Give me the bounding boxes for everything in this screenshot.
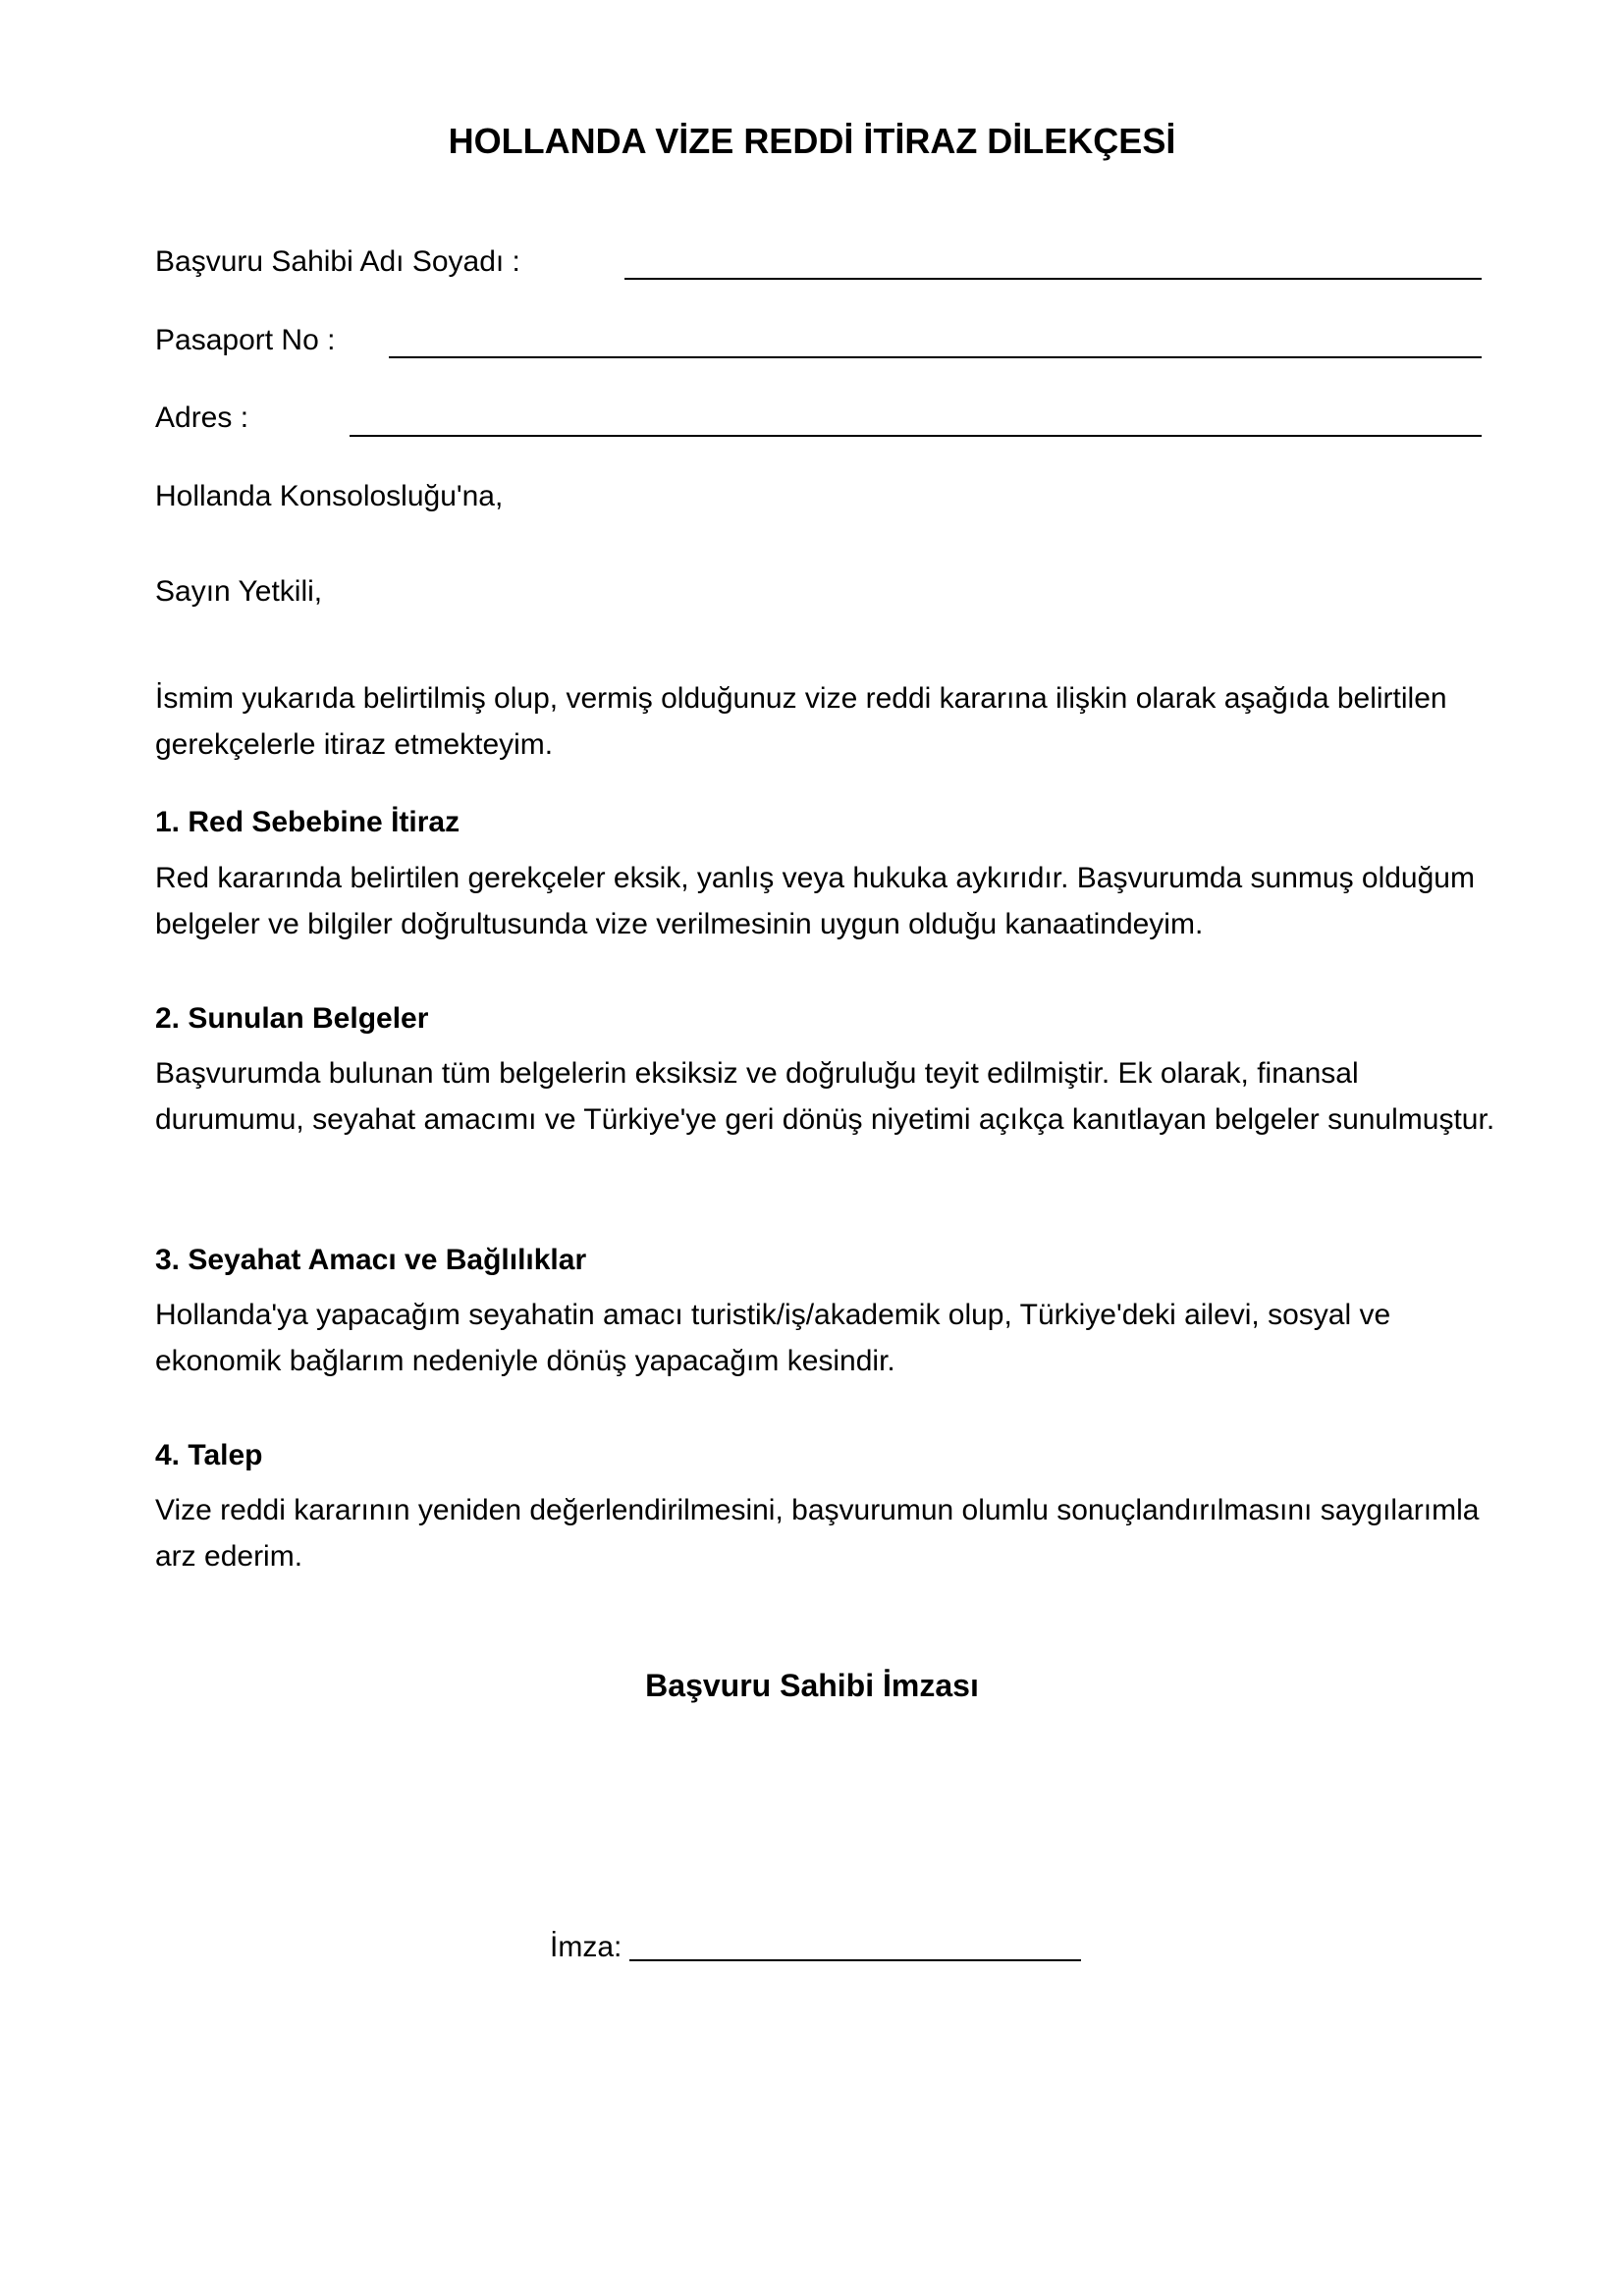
section-body-2: Başvurumda bulunan tüm belgelerin eksiksiz ve doğruluğu teyit edilmiştir. Ek olarak, finansal durumumu, seyahat amacımı ve Türkiye'ye geri dönüş niyetimi açıkça kanıtlayan belgeler sunulmuştur. (155, 1057, 1495, 1136)
salutation-line: Sayın Yetkili, (155, 575, 323, 608)
address-label: Adres : (155, 401, 249, 434)
document-title: HOLLANDA VİZE REDDİ İTİRAZ DİLEKÇESİ (448, 121, 1176, 161)
passport-label: Pasaport No : (155, 324, 336, 356)
signature-row (550, 1924, 1081, 1967)
intro-paragraph: İsmim yukarıda belirtilmiş olup, vermiş olduğunuz vize reddi kararına ilişkin olarak aşağıda belirtilen gerekçelerle itiraz etmekteyim. (155, 682, 1447, 761)
address-line[interactable] (350, 435, 1482, 437)
section-heading-3: 3. Seyahat Amacı ve Bağlılıklar (155, 1244, 587, 1276)
applicant-name-line[interactable] (624, 278, 1482, 280)
section-heading-2: 2. Sunulan Belgeler (155, 1002, 429, 1035)
applicant-name-label: Başvuru Sahibi Adı Soyadı : (155, 245, 520, 278)
signature-label: İmza: (550, 1931, 623, 1963)
section-heading-1: 1. Red Sebebine İtiraz (155, 806, 460, 838)
signature-line[interactable] (629, 1959, 1081, 1961)
passport-line[interactable] (389, 356, 1482, 358)
section-body-1: Red kararında belirtilen gerekçeler eksik, yanlış veya hukuka aykırıdır. Başvurumda sunmuş olduğum belgeler ve bilgiler doğrultusunda vize verilmesinin uygun olduğu kanaatindeyim. (155, 862, 1475, 940)
recipient-line: Hollanda Konsolosluğu'na, (155, 480, 504, 512)
section-body-3: Hollanda'ya yapacağım seyahatin amacı turistik/iş/akademik olup, Türkiye'deki ailevi, sosyal ve ekonomik bağlarım nedeniyle dönüş yapacağım kesindir. (155, 1299, 1391, 1377)
signature-heading: Başvuru Sahibi İmzası (645, 1668, 979, 1703)
section-body-4: Vize reddi kararının yeniden değerlendirilmesini, başvurumun olumlu sonuçlandırılmasını saygılarımla arz ederim. (155, 1494, 1480, 1573)
section-heading-4: 4. Talep (155, 1439, 263, 1471)
